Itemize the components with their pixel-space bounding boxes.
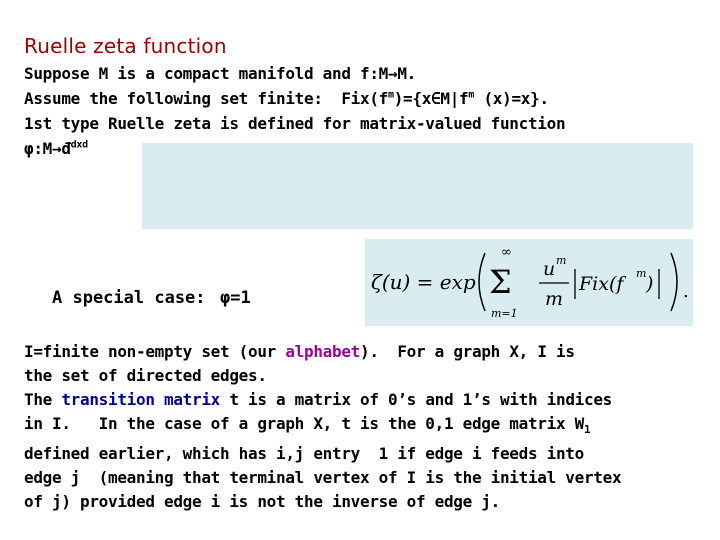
intro-line-2-text: Assume the following set finite: Fix(f [24, 89, 388, 108]
intro-line-3 [24, 114, 565, 133]
special-case-value: φ=1 [220, 288, 251, 308]
formula-period: . [683, 281, 689, 302]
transition-matrix-term: transition matrix [61, 390, 221, 409]
intro-line-1 [24, 64, 416, 83]
phi-mapping-text: φ:M→đ [24, 139, 71, 158]
numerator-u: u [543, 258, 556, 280]
superscript-m: m [468, 89, 475, 101]
alphabet-term: alphabet [285, 342, 360, 361]
sum-sign: Σ [489, 263, 512, 301]
denominator-m: m [545, 288, 564, 310]
intro-line-2-rest: )={x∈M|f [393, 89, 469, 108]
special-case-label: A special case: [52, 288, 206, 308]
intro-line-2-end: (x)=x}. [474, 89, 549, 108]
superscript-m: m [387, 89, 394, 101]
page-title: Ruelle zeta function [24, 34, 227, 58]
intro-line-3-text: 1st type Ruelle zeta is defined for matrix-valued function [24, 114, 566, 133]
superscript-dxd: dxd [70, 139, 88, 151]
right-paren [671, 253, 677, 311]
zeta-formula [365, 239, 693, 326]
sum-upper-limit: ∞ [501, 245, 512, 260]
intro-line-1-text: Suppose M is a compact manifold and f:M→M. [24, 64, 416, 83]
left-paren [479, 253, 485, 311]
fix-sup: m [636, 267, 647, 280]
fix-text: Fix(f [579, 273, 624, 295]
para-text-2: ). For a graph X, I is the set of directed edges. The [24, 342, 575, 409]
para-text-3: t is a matrix of 0’s and 1’s with indices in I. In the case of a graph X, t is the 0,1 edge matrix W [24, 390, 612, 433]
definition-paragraph [24, 340, 704, 514]
sum-lower-limit: m=1 [491, 307, 518, 320]
intro-line-4 [24, 139, 88, 158]
para-text-1: I=finite non-empty set (our [24, 342, 286, 361]
zeta-formula-box [365, 239, 693, 326]
para-text-4: defined earlier, which has i,j entry 1 if edge i feeds into edge j (meaning that terminal vertex of I is the initial vertex of j) provided edge i is not the inverse of edge j. [24, 444, 622, 512]
formula-placeholder-box [142, 143, 693, 229]
numerator-sup: m [556, 254, 567, 267]
fix-end: ) [646, 273, 654, 295]
subscript-1: 1 [583, 423, 591, 437]
formula-lhs: ζ(u) = exp [371, 270, 476, 294]
intro-line-2 [24, 89, 549, 108]
